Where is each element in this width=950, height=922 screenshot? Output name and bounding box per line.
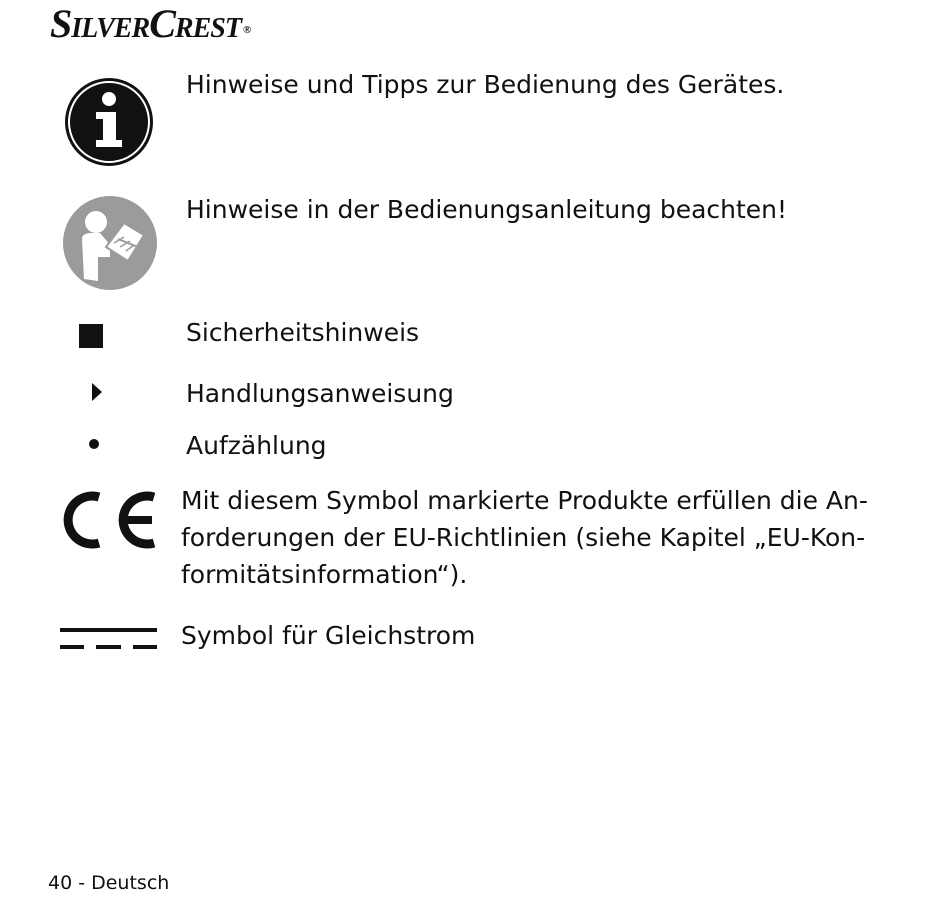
triangle-right-icon [91,382,103,402]
page-footer: 40 - Deutsch [48,872,170,894]
legend-text-list: Aufzählung [186,431,327,460]
ce-mark-icon [60,487,160,553]
legend-text-dc: Symbol für Gleichstrom [181,621,476,650]
ce-text-line-3: formitätsinformation“). [181,560,468,589]
brand-name: SilverCrest [50,1,241,46]
bullet-icon [89,439,99,449]
legend-text-manual: Hinweise in der Bedienungsanleitung beachten! [186,195,788,224]
direct-current-icon [60,626,158,652]
read-manual-icon [62,195,158,291]
ce-text-line-1: Mit diesem Symbol markierte Produkte erfüllen die An- [181,486,868,515]
brand-logo [50,2,250,46]
legend-text-ce [181,482,868,593]
legend-text-safety: Sicherheitshinweis [186,318,420,347]
legend-text-instruction: Handlungsanweisung [186,379,454,408]
ce-text-line-2: forderungen der EU-Richtlinien (siehe Kapitel „EU-Kon- [181,523,866,552]
registered-mark: ® [242,24,251,36]
legend-text-info: Hinweise und Tipps zur Bedienung des Gerätes. [186,70,785,99]
black-square-icon [79,324,103,348]
info-icon [62,76,156,168]
